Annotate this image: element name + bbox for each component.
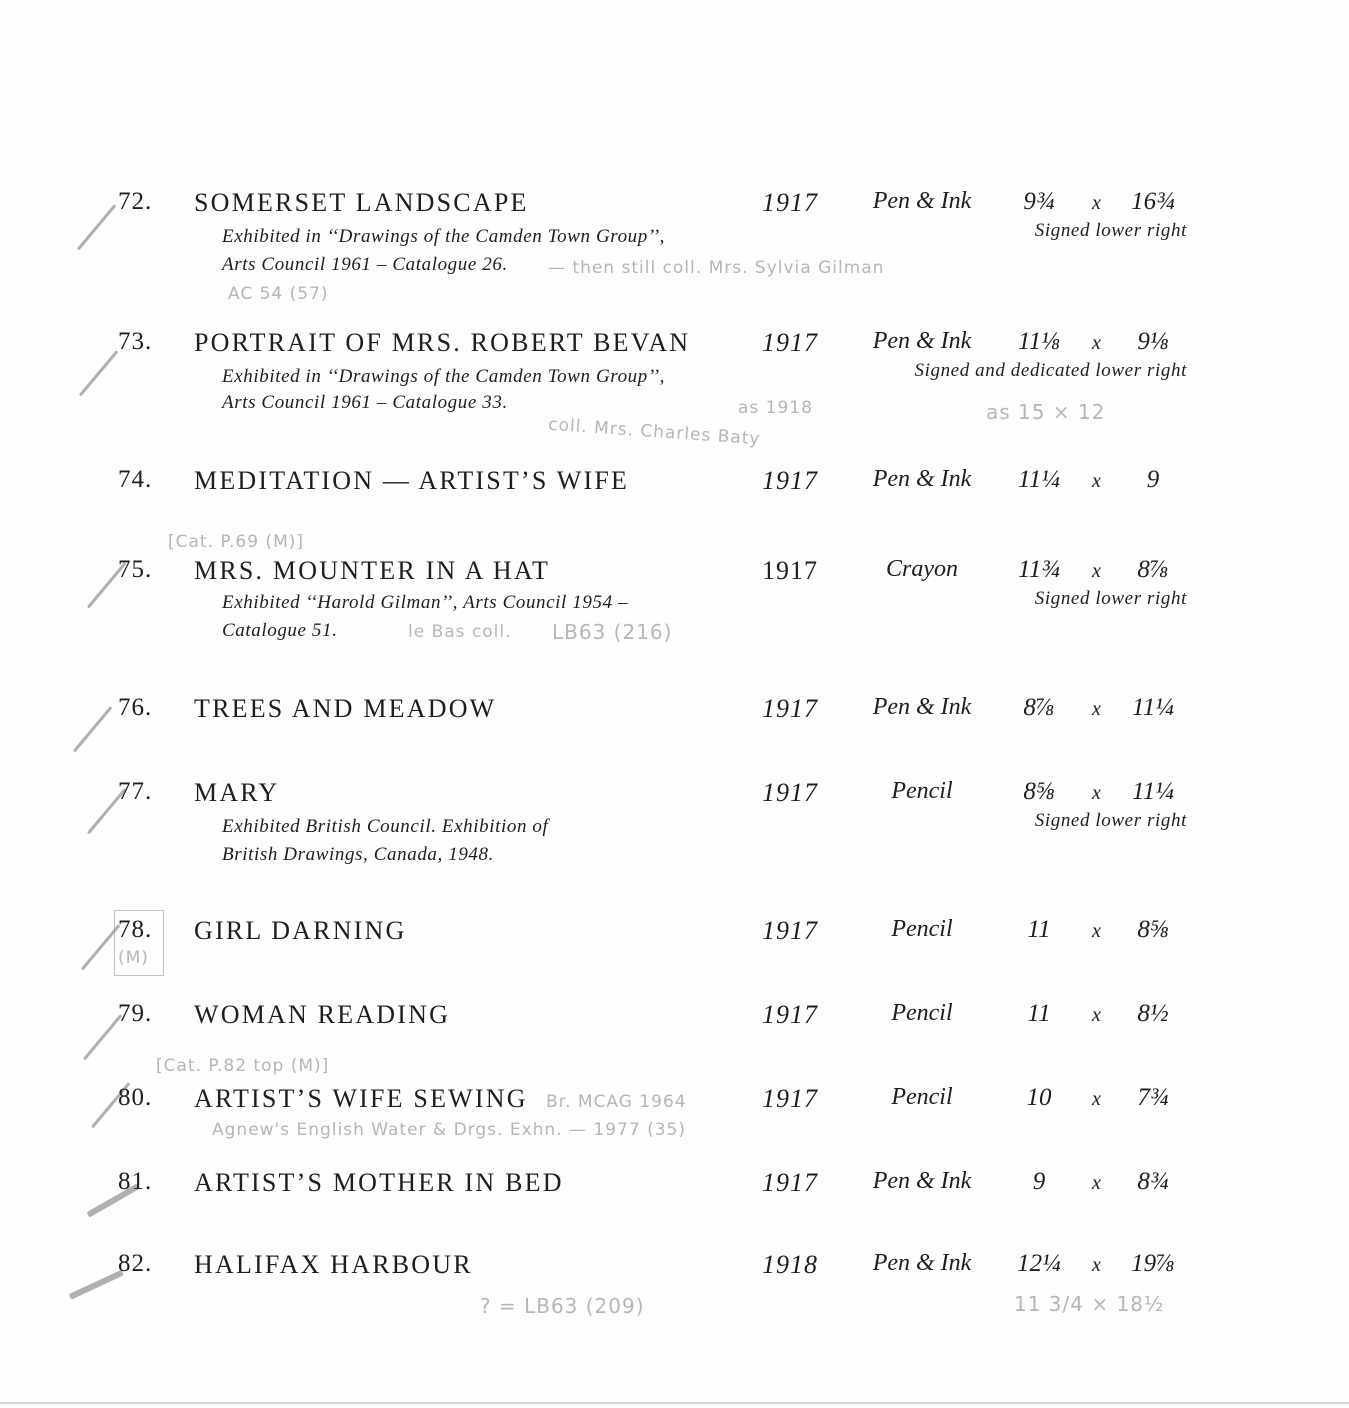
entry-medium: Pen & Ink [872, 1168, 972, 1194]
entry-number: 73. [118, 328, 153, 355]
entry-height: 8⅞ [1137, 556, 1169, 583]
entry-medium: Pencil [891, 778, 953, 804]
entry-height: 16¾ [1131, 188, 1175, 215]
entry-number: 72. [118, 188, 153, 215]
pencil-annotation: le Bas coll. [408, 622, 512, 642]
dimension-separator: x [1092, 698, 1101, 720]
entry-width: 10 [1026, 1084, 1052, 1111]
dimension-separator: x [1092, 332, 1101, 354]
dimension-separator: x [1092, 470, 1101, 492]
pencil-annotation: [Cat. P.82 top (M)] [156, 1056, 330, 1076]
entry-width: 8⅝ [1023, 778, 1055, 805]
entry-medium: Crayon [886, 556, 958, 582]
entry-width: 9 [1032, 1168, 1046, 1195]
entry-height: 9⅛ [1137, 328, 1169, 355]
entry-year: 1917 [762, 778, 818, 807]
entry-number: 77. [118, 778, 153, 805]
dimension-separator: x [1092, 1004, 1101, 1026]
pencil-tick-mark [73, 706, 113, 752]
dimension-separator: x [1092, 1254, 1101, 1276]
entry-medium: Pen & Ink [872, 328, 972, 354]
pencil-annotation: (M) [118, 948, 149, 968]
entry-year: 1917 [762, 556, 818, 585]
entry-height: 9 [1146, 466, 1160, 493]
entry-number: 81. [118, 1168, 153, 1195]
exhibition-note-line-2: Arts Council 1961 – Catalogue 33. [222, 392, 508, 413]
entry-medium: Pen & Ink [872, 1250, 972, 1276]
entry-year: 1918 [762, 1250, 818, 1279]
entry-year: 1917 [762, 1000, 818, 1029]
entry-title: PORTRAIT OF MRS. ROBERT BEVAN [194, 328, 691, 357]
pencil-annotation: coll. Mrs. Charles Baty [547, 414, 762, 450]
entry-title: TREES AND MEADOW [194, 694, 497, 723]
entry-title: ARTIST’S WIFE SEWING [194, 1084, 528, 1113]
exhibition-note-line-1: Exhibited ‘‘Harold Gilman’’, Arts Council 1954 – [222, 592, 629, 613]
pencil-annotation: — then still coll. Mrs. Sylvia Gilman [548, 258, 885, 278]
entry-year: 1917 [762, 1084, 818, 1113]
entry-height: 8⅝ [1137, 916, 1169, 943]
entry-number: 75. [118, 556, 153, 583]
entry-width: 11 [1027, 916, 1051, 943]
entry-width: 11 [1027, 1000, 1051, 1027]
dimension-separator: x [1092, 560, 1101, 582]
entry-number: 78. [118, 916, 153, 943]
entry-height: 8¾ [1137, 1168, 1169, 1195]
entry-title: HALIFAX HARBOUR [194, 1250, 473, 1279]
entry-number: 76. [118, 694, 153, 721]
entry-year: 1917 [762, 328, 818, 357]
entry-height: 19⅞ [1131, 1250, 1175, 1277]
pencil-tick-mark [77, 204, 117, 250]
pencil-tick-mark [79, 350, 119, 396]
entry-number: 74. [118, 466, 153, 493]
pencil-annotation: [Cat. P.69 (M)] [168, 532, 305, 552]
signature-note: Signed and dedicated lower right [914, 360, 1187, 381]
pencil-annotation: AC 54 (57) [228, 284, 329, 304]
entry-width: 11¾ [1018, 556, 1060, 583]
exhibition-note-line-2: Catalogue 51. [222, 620, 338, 641]
entry-number: 80. [118, 1084, 153, 1111]
entry-medium: Pencil [891, 1000, 953, 1026]
entry-medium: Pencil [891, 1084, 953, 1110]
exhibition-note-line-2: Arts Council 1961 – Catalogue 26. [222, 254, 508, 275]
entry-year: 1917 [762, 916, 818, 945]
entry-title: SOMERSET LANDSCAPE [194, 188, 529, 217]
entry-title: MRS. MOUNTER IN A HAT [194, 556, 551, 585]
entry-width: 9¾ [1023, 188, 1055, 215]
entry-year: 1917 [762, 188, 818, 217]
entry-medium: Pencil [891, 916, 953, 942]
entry-height: 7¾ [1137, 1084, 1169, 1111]
entry-width: 12¼ [1017, 1250, 1061, 1277]
entry-title: MARY [194, 778, 280, 807]
entry-number: 82. [118, 1250, 153, 1277]
entry-height: 8½ [1137, 1000, 1169, 1027]
entry-number: 79. [118, 1000, 153, 1027]
pencil-annotation: Agnew's English Water & Drgs. Exhn. — 1977 (35) [212, 1120, 686, 1140]
entry-title: MEDITATION — ARTIST’S WIFE [194, 466, 630, 495]
entry-title: ARTIST’S MOTHER IN BED [194, 1168, 564, 1197]
pencil-tick-mark [83, 1014, 123, 1060]
entry-medium: Pen & Ink [872, 694, 972, 720]
dimension-separator: x [1092, 1172, 1101, 1194]
entry-medium: Pen & Ink [872, 188, 972, 214]
entry-year: 1917 [762, 694, 818, 723]
page-edge-line [0, 1402, 1349, 1404]
signature-note: Signed lower right [1034, 220, 1187, 241]
pencil-annotation: ? = LB63 (209) [480, 1294, 645, 1318]
exhibition-note-line-2: British Drawings, Canada, 1948. [222, 844, 494, 865]
entry-width: 11¼ [1018, 466, 1060, 493]
entry-title: GIRL DARNING [194, 916, 407, 945]
pencil-annotation: 11 3/4 × 18½ [1014, 1292, 1165, 1316]
entry-title: WOMAN READING [194, 1000, 451, 1029]
dimension-separator: x [1092, 192, 1101, 214]
pencil-annotation: as 1918 [738, 398, 813, 418]
dimension-separator: x [1092, 920, 1101, 942]
entry-width: 8⅞ [1023, 694, 1055, 721]
dimension-separator: x [1092, 782, 1101, 804]
entry-height: 11¼ [1132, 778, 1174, 805]
signature-note: Signed lower right [1034, 588, 1187, 609]
pencil-annotation: Br. MCAG 1964 [546, 1092, 687, 1112]
pencil-annotation: as 15 × 12 [986, 400, 1106, 424]
entry-year: 1917 [762, 1168, 818, 1197]
entry-medium: Pen & Ink [872, 466, 972, 492]
entry-year: 1917 [762, 466, 818, 495]
exhibition-note-line-1: Exhibited in ‘‘Drawings of the Camden Town Group’’, [222, 226, 665, 247]
pencil-annotation: LB63 (216) [552, 620, 673, 644]
dimension-separator: x [1092, 1088, 1101, 1110]
entry-height: 11¼ [1132, 694, 1174, 721]
pencil-tick-mark [69, 1270, 124, 1300]
signature-note: Signed lower right [1034, 810, 1187, 831]
exhibition-note-line-1: Exhibited in ‘‘Drawings of the Camden Town Group’’, [222, 366, 665, 387]
entry-width: 11⅛ [1018, 328, 1060, 355]
exhibition-note-line-1: Exhibited British Council. Exhibition of [222, 816, 549, 837]
